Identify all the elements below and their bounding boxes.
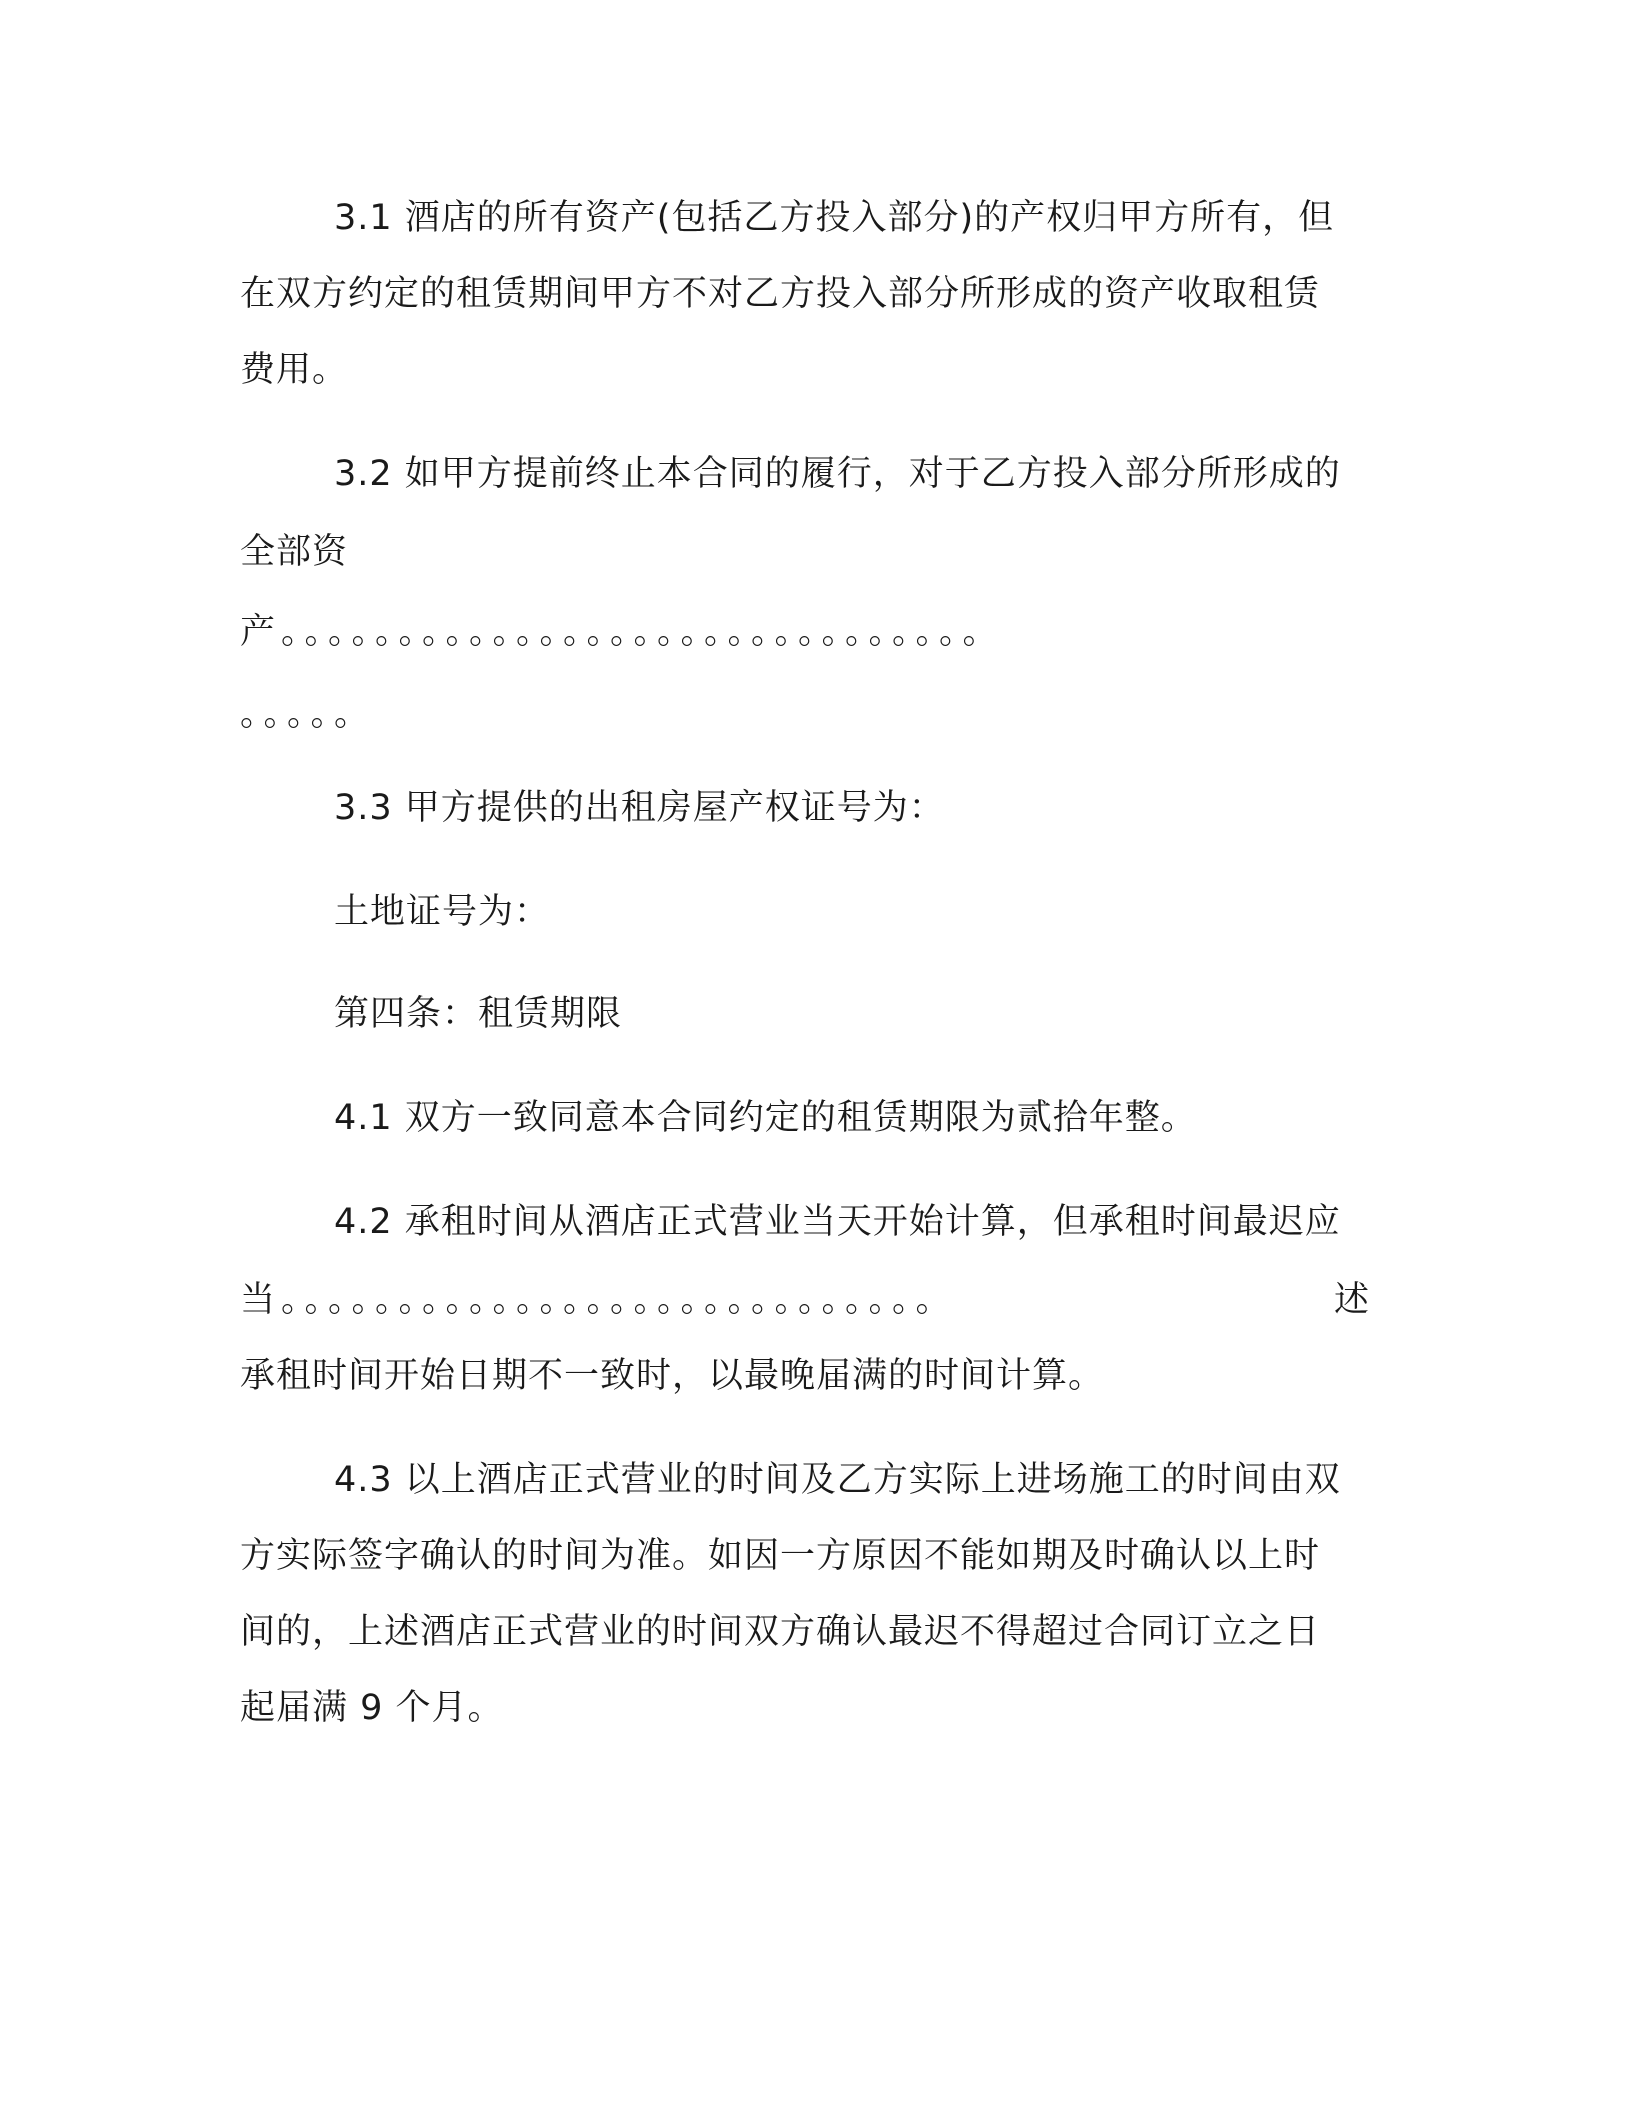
section-4-3-line-1: 4.3 以上酒店正式营业的时间及乙方实际上进场施工的时间由双 xyxy=(334,1460,1341,1500)
section-4-3-line-4: 起届满 9 个月。 xyxy=(240,1688,504,1728)
section-3-1-line-1: 3.1 酒店的所有资产(包括乙方投入部分)的产权归甲方所有，但 xyxy=(334,198,1335,238)
section-3-2-line-1: 3.2 如甲方提前终止本合同的履行，对于乙方投入部分所形成的 xyxy=(334,454,1341,494)
article-4-heading: 第四条：租赁期限 xyxy=(334,994,623,1034)
section-4-3-line-3: 间的，上述酒店正式营业的时间双方确认最迟不得超过合同订立之日 xyxy=(240,1612,1321,1652)
section-3-2-line-2: 全部资 xyxy=(240,532,349,572)
section-4-2-line-2-right: 述 xyxy=(1333,1280,1370,1320)
section-3-2-line-3: 产。。。。。。。。。。。。。。。。。。。。。。。。。。。。。。 xyxy=(240,612,1004,652)
section-3-3-line-1: 3.3 甲方提供的出租房屋产权证号为： xyxy=(334,788,945,828)
section-4-2-line-2 xyxy=(240,1276,1370,1324)
section-4-2-line-1: 4.2 承租时间从酒店正式营业当天开始计算，但承租时间最迟应 xyxy=(334,1202,1341,1242)
section-4-1-line-1: 4.1 双方一致同意本合同约定的租赁期限为贰拾年整。 xyxy=(334,1098,1197,1138)
section-3-3-line-2: 土地证号为： xyxy=(334,892,551,932)
section-4-3-line-2: 方实际签字确认的时间为准。如因一方原因不能如期及时确认以上时 xyxy=(240,1536,1321,1576)
section-3-1-line-2: 在双方约定的租赁期间甲方不对乙方投入部分所形成的资产收取租赁 xyxy=(240,274,1321,314)
section-4-2-line-2-left: 当。。。。。。。。。。。。。。。。。。。。。。。。。。。。 xyxy=(240,1280,957,1320)
section-3-2-line-4: 。。。。。 xyxy=(240,694,376,734)
section-4-2-line-3: 承租时间开始日期不一致时，以最晚届满的时间计算。 xyxy=(240,1356,1105,1396)
section-3-1-line-3: 费用。 xyxy=(240,350,349,390)
